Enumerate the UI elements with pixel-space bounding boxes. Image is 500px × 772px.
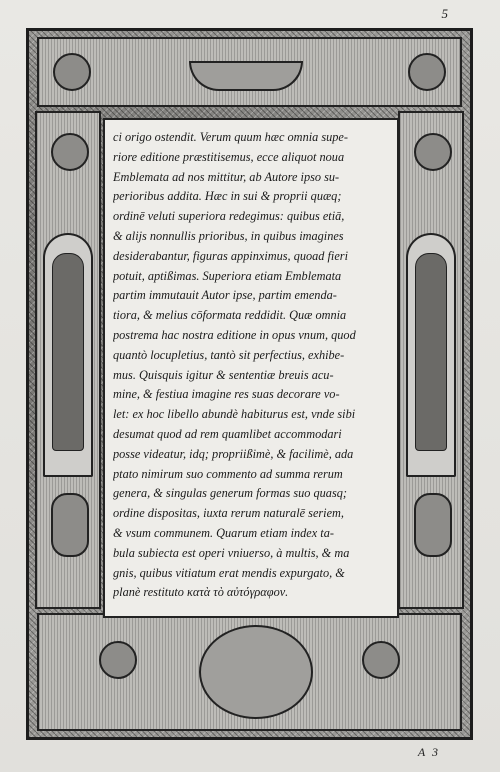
right-flower-ornament (414, 133, 452, 171)
text-line: planè restituto κατὰ τὸ αὐτόγραφον. (113, 585, 289, 600)
text-line: riore editione præstitisemus, ecce aliquot noua (113, 149, 345, 164)
top-ornament-panel (37, 37, 462, 107)
text-line: ptato nimirum suo commento ad summa rerum (113, 466, 343, 481)
text-line: & vsum communem. Quarum etiam index ta- (113, 525, 334, 540)
text-line: perioribus addita. Hæc in sui & proprii quæq; (113, 189, 342, 204)
text-line: ordinē veluti superiora redegimus: quibus etiā, (113, 209, 345, 224)
right-pilaster (398, 111, 464, 609)
left-satyr-ornament (51, 493, 89, 557)
left-pilaster (35, 111, 101, 609)
bottom-left-rosette (99, 641, 137, 679)
signature-mark: A 3 (417, 745, 440, 759)
winged-head-cartouche (199, 625, 313, 719)
text-line: postrema hac nostra editione in opus vnum, quod (113, 327, 356, 342)
right-niche (406, 233, 456, 477)
text-line: gnis, quibus vitiatum erat mendis expurgato, & (113, 565, 345, 580)
text-line: posse videatur, idq; propriißimè, & facilimè, ada (113, 446, 354, 461)
bottom-right-rosette (362, 641, 400, 679)
text-line: potuit, aptißimas. Superiora etiam Emblemata (113, 268, 342, 283)
left-standing-figure (52, 253, 84, 451)
text-line: partim immutauit Autor ipse, partim emenda- (113, 288, 337, 303)
folio-number: 5 (441, 6, 448, 21)
left-flower-ornament (51, 133, 89, 171)
text-line: mine, & festiua imagine res suas decorare vo- (113, 387, 340, 402)
bottom-ornament-panel (37, 613, 462, 731)
body-text-block (103, 118, 399, 618)
vase-ornament (189, 61, 303, 91)
left-mask-ornament (53, 53, 91, 91)
left-niche (43, 233, 93, 477)
text-line: genera, & singulas generum formas suo quasq; (113, 486, 347, 501)
text-line: tiora, & melius cōformata reddidit. Quæ omnia (113, 308, 347, 323)
text-line: quantò locupletius, tantò sit perfectius, exhibe- (113, 347, 345, 362)
text-line: desiderabantur, figuras appinximus, quoad fieri (113, 248, 349, 263)
right-mask-ornament (408, 53, 446, 91)
text-line: ordine dispositas, iuxta rerum naturalē seriem, (113, 506, 345, 521)
text-line: desumat quod ad rem quamlibet accommodari (113, 426, 342, 441)
right-standing-figure (415, 253, 447, 451)
text-line: & alijs nonnullis prioribus, in quibus imagines (113, 228, 344, 243)
text-line: bula subiecta est operi vniuerso, à multis, & ma (113, 545, 350, 560)
text-line: Emblemata ad nos mittitur, ab Autore ipso su- (113, 169, 340, 184)
right-satyr-ornament (414, 493, 452, 557)
text-line: mus. Quisquis igitur & sententiæ breuis acu- (113, 367, 334, 382)
text-line: let: ex hoc libello abundè habiturus est, vnde sibi (113, 407, 356, 422)
text-line: ci origo ostendit. Verum quum hæc omnia supe- (113, 130, 348, 144)
